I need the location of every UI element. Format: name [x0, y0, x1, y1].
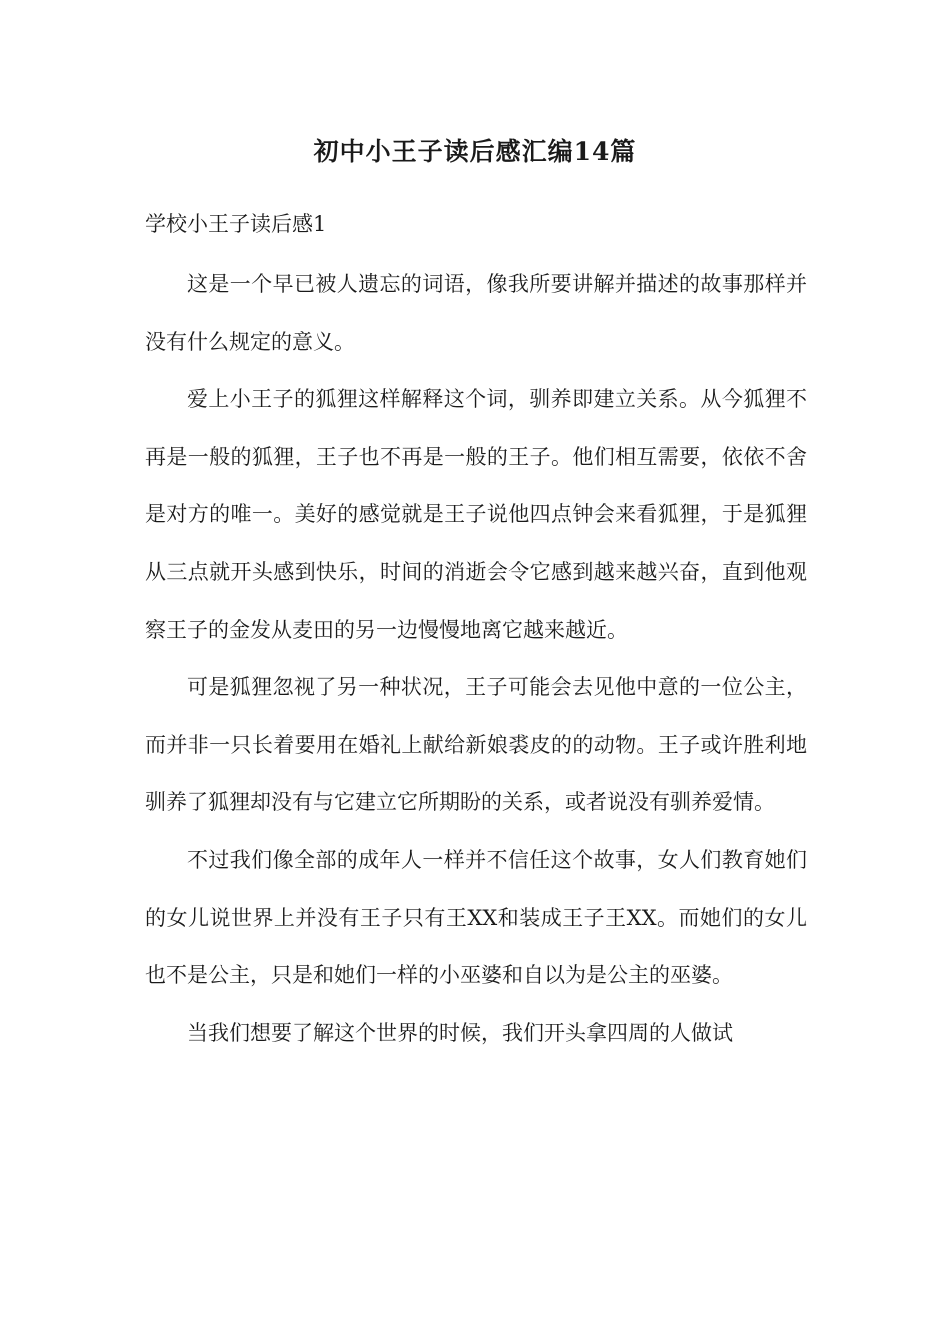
section-heading: 学校小王子读后感1: [145, 212, 327, 236]
paragraph: 可是狐狸忽视了另一种状况，王子可能会去见他中意的一位公主，而并非一只长着要用在婚礼上献给新娘裘皮的的动物。王子或许胜利地驯养了狐狸却没有与它建立它所期盼的关系，或者说没有驯养爱情。: [145, 675, 807, 815]
paragraph: 当我们想要了解这个世界的时候，我们开头拿四周的人做试: [187, 1020, 733, 1045]
paragraph: 这是一个早已被人遗忘的词语，像我所要讲解并描述的故事那样并没有什么规定的意义。: [145, 272, 807, 354]
document-body: [145, 256, 807, 1062]
paragraph: 不过我们像全部的成年人一样并不信任这个故事，女人们教育她们的女儿说世界上并没有王子只有王XX和装成王子王XX。而她们的女儿也不是公主，只是和她们一样的小巫婆和自以为是公主的巫婆。: [145, 847, 807, 988]
document-title: 初中小王子读后感汇编14篇: [313, 137, 637, 166]
paragraph: 爱上小王子的狐狸这样解释这个词，驯养即建立关系。从今狐狸不再是一般的狐狸，王子也不再是一般的王子。他们相互需要，依依不舍是对方的唯一。美好的感觉就是王子说他四点钟会来看狐狸，于是狐狸从三点就开头感到快乐，时间的消逝会令它感到越来越兴奋，直到他观察王子的金发从麦田的另一边慢慢地离它越来越近。: [145, 387, 807, 642]
